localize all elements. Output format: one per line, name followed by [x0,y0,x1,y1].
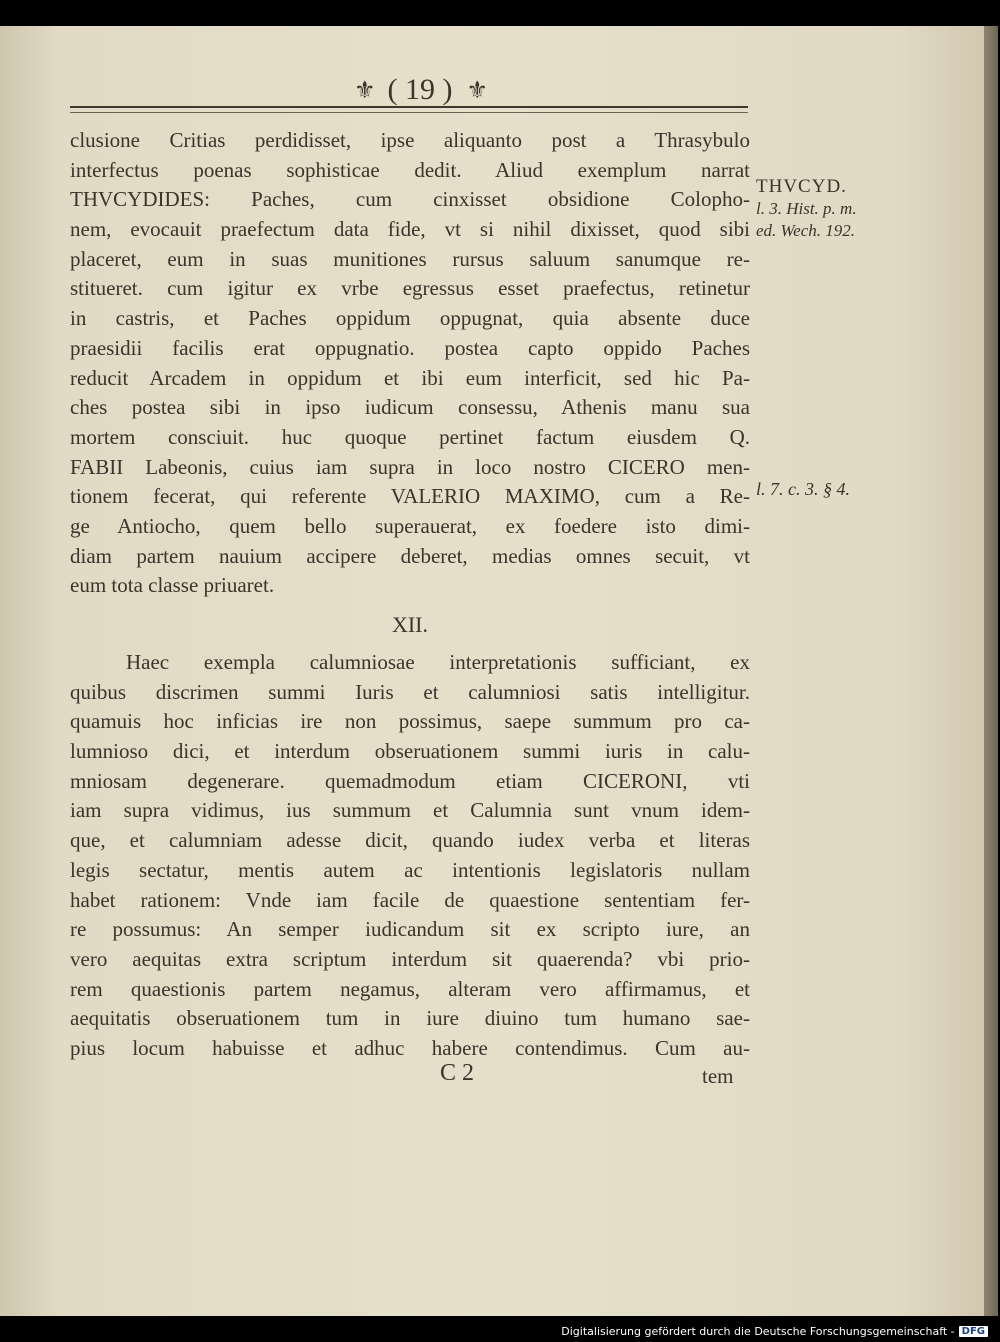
text-line: eum tota classe priuaret. [70,573,275,598]
text-line: placeret, eum in suas munitiones rursus saluum sanumque re- [70,246,750,271]
text-line: reducit Arcadem in oppidum et ibi eum interficit, sed hic Pa- [70,365,750,390]
text-line: que, et calumniam adesse dicit, quando iudex verba et literas [70,828,750,853]
text-line: clusione Critias perdidisset, ipse aliquanto post a Thrasybulo [70,128,750,152]
text-line: nem, evocauit praefectum data fide, vt si nihil dixisset, quod sibi [70,217,750,242]
text-line: FABII Labeonis, cuius iam supra in loco nostro CICERO men- [70,454,750,479]
margin-note-line: ed. Wech. 192. [756,221,855,240]
book-page [0,26,998,1316]
text-line: interfectus poenas sophisticae dedit. Aliud exemplum narrat [70,157,750,182]
text-line: praesidii facilis erat oppugnatio. postea capto oppido Paches [70,335,750,360]
dfg-logo-icon: DFG [959,1326,988,1337]
text-line: habet rationem: Vnde iam facile de quaestione sententiam fer- [70,887,750,912]
text-line: lumnioso dici, et interdum obseruationem summi iuris in calu- [70,739,750,764]
text-line: quibus discrimen summi Iuris et calumniosi satis intelligitur. [70,679,750,704]
header-rule [70,106,748,113]
text-line: aequitatis obseruationem tum in iure diuino tum humano sae- [70,1006,750,1031]
page-number: ( 19 ) [387,73,453,106]
text-line: ge Antiocho, quem bello superauerat, ex foedere isto dimi- [70,513,750,538]
section-heading: XII. [391,612,429,637]
text-line: mortem consciuit. huc quoque pertinet factum eiusdem Q. [70,424,750,449]
text-line: rem quaestionis partem negamus, alteram vero affirmamus, et [70,976,750,1001]
text-line: legis sectatur, mentis autem ac intentionis legislatoris nullam [70,857,750,882]
text-line: diam partem nauium accipere deberet, medias omnes secuit, vt [70,543,750,568]
footer-credit: Digitalisierung gefördert durch die Deutsche Forschungsgemeinschaft - [561,1324,955,1338]
digitization-footer [561,1322,988,1340]
page-header [300,70,540,110]
text-line: tionem fecerat, qui referente VALERIO MAXIMO, cum a Re- [70,484,750,509]
signature-mark: C 2 [440,1060,475,1086]
text-block-1 [70,126,750,601]
margin-note-valerius: l. 7. c. 3. § 4. [756,479,850,499]
text-block-2 [70,648,750,1064]
page-edge [984,26,998,1316]
text-line: mniosam degenerare. quemadmodum etiam CICERONI, vti [70,768,750,793]
text-line: in castris, et Paches oppidum oppugnat, quia absente duce [70,306,750,331]
margin-note-line: l. 3. Hist. p. m. [756,199,857,218]
text-line: THVCYDIDES: Paches, cum cinxisset obsidione Colopho- [70,187,750,212]
text-line: Haec exempla calumniosae interpretationis sufficiant, ex [126,650,750,674]
ornament-right-icon: ⚜ [466,77,486,104]
text-line: quamuis hoc inficias ire non possimus, saepe summum pro ca- [70,709,750,734]
text-line: re possumus: An semper iudicandum sit ex scripto iure, an [70,917,750,942]
catchword: tem [702,1064,734,1088]
margin-note-thucydides [756,176,857,242]
text-line: stitueret. cum igitur ex vrbe egressus esset praefectus, retinetur [70,276,750,301]
text-line: iam supra vidimus, ius summum et Calumnia sunt vnum idem- [70,798,750,823]
margin-note-head: THVCYD. [756,176,847,197]
ornament-left-icon: ⚜ [353,77,374,104]
text-line: vero aequitas extra scriptum interdum sit quaerenda? vbi prio- [70,946,750,971]
text-line: pius locum habuisse et adhuc habere contendimus. Cum au- [70,1035,750,1060]
text-line: ches postea sibi in ipso iudicum consessu, Athenis manu sua [70,395,750,420]
